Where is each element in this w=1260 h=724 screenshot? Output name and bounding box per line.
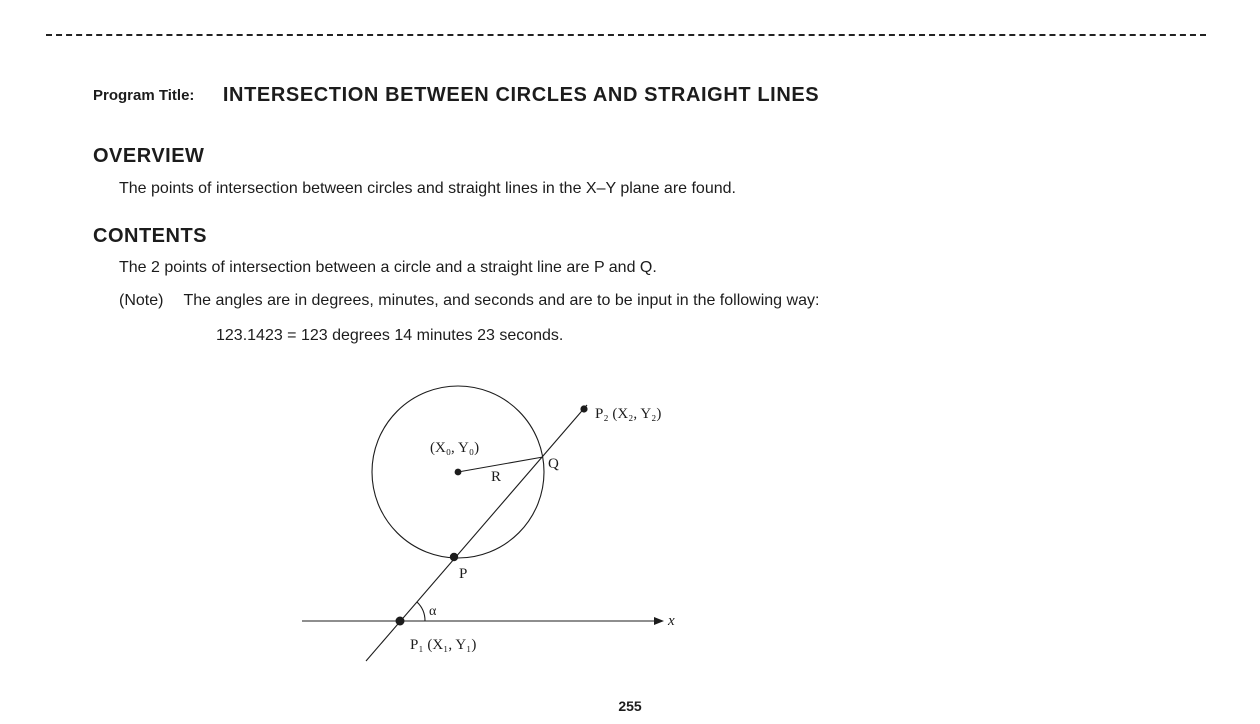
alpha-label: α bbox=[429, 604, 437, 619]
angle-arc bbox=[417, 602, 425, 621]
program-title: INTERSECTION BETWEEN CIRCLES AND STRAIGHT LINES bbox=[222, 84, 820, 106]
page-number: 255 bbox=[618, 698, 642, 714]
note-row bbox=[119, 292, 819, 310]
center-point bbox=[455, 469, 462, 476]
point-p2 bbox=[580, 405, 587, 412]
angle-format-example: 123.1423 = 123 degrees 14 minutes 23 seconds. bbox=[216, 327, 564, 344]
circle-line-intersection-diagram bbox=[290, 375, 710, 670]
p1-label: P₁ (X₁, Y₁) bbox=[410, 637, 477, 653]
x-axis-label: x bbox=[668, 613, 675, 629]
p2-label: P₂ (X₂, Y₂) bbox=[595, 406, 662, 422]
center-label: (X₀, Y₀) bbox=[430, 440, 480, 456]
q-label: Q bbox=[548, 456, 559, 472]
note-text: The angles are in degrees, minutes, and seconds and are to be input in the following way: bbox=[183, 292, 820, 309]
dashed-top-rule bbox=[46, 34, 1206, 40]
point-p bbox=[450, 553, 458, 561]
program-title-label: Program Title: bbox=[93, 87, 195, 104]
program-title-row bbox=[93, 84, 819, 107]
radius-label: R bbox=[491, 469, 502, 485]
contents-text: The 2 points of intersection between a circle and a straight line are P and Q. bbox=[119, 259, 657, 276]
contents-heading: CONTENTS bbox=[93, 225, 207, 247]
x-axis-arrowhead bbox=[654, 617, 664, 625]
point-p1 bbox=[396, 617, 405, 626]
p-label: P bbox=[459, 566, 468, 582]
overview-text: The points of intersection between circles and straight lines in the X–Y plane are found. bbox=[119, 180, 736, 197]
overview-heading: OVERVIEW bbox=[93, 145, 205, 167]
note-label: (Note) bbox=[119, 292, 164, 309]
